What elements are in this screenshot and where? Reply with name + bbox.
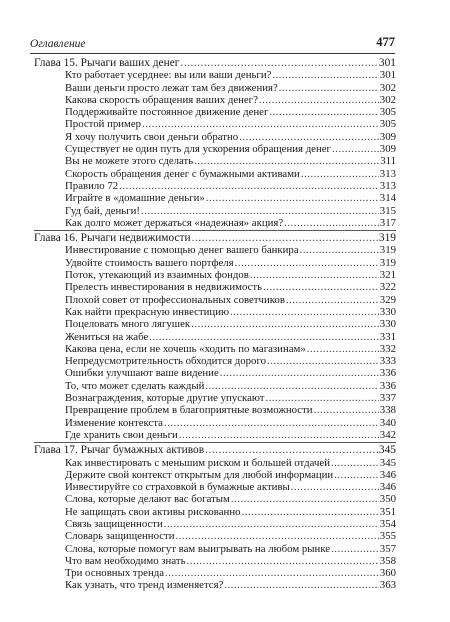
- entry-title: Словарь защищенности: [65, 530, 175, 543]
- toc-entry[interactable]: [34, 269, 396, 281]
- entry-title: Какова скорость обращения ваших денег?: [65, 93, 258, 106]
- dot-leader: [119, 180, 379, 192]
- toc-entry[interactable]: [34, 257, 396, 269]
- dot-leader: [307, 343, 379, 355]
- entry-page: 330: [379, 318, 396, 331]
- dot-leader: [179, 429, 379, 441]
- dot-leader: [180, 57, 377, 69]
- dot-leader: [284, 217, 379, 229]
- entry-title: Я хочу получить свои деньги обратно: [65, 130, 239, 143]
- entry-page: 336: [379, 379, 396, 392]
- dot-leader: [242, 506, 379, 518]
- entry-title: Как долго может держаться «надежная» акция?: [65, 216, 284, 229]
- toc-entry[interactable]: [34, 94, 396, 106]
- toc-entry[interactable]: [34, 217, 396, 229]
- table-of-contents: [34, 57, 396, 592]
- dot-leader: [279, 82, 379, 94]
- entry-title: Слова, которые делают вас богатым: [65, 493, 230, 506]
- dot-leader: [259, 94, 379, 106]
- toc-entry[interactable]: [34, 281, 396, 293]
- toc-entry[interactable]: [34, 306, 396, 318]
- entry-page: 360: [379, 567, 396, 580]
- entry-title: Удвойте стоимость вашего портфеля: [65, 256, 234, 269]
- entry-title: Поддерживайте постоянное движение денег: [65, 106, 269, 119]
- entry-title: Плохой совет от профессиональных советчиков: [65, 293, 285, 306]
- entry-page: 346: [379, 481, 396, 494]
- toc-entry[interactable]: [34, 555, 396, 567]
- dot-leader: [165, 567, 379, 579]
- dot-leader: [266, 392, 379, 404]
- entry-page: 358: [379, 554, 396, 567]
- entry-page: 332: [379, 342, 396, 355]
- toc-entry[interactable]: [34, 506, 396, 518]
- toc-entry[interactable]: [34, 69, 396, 81]
- dot-leader: [164, 518, 379, 530]
- toc-entry[interactable]: [34, 180, 396, 192]
- toc-entry[interactable]: [34, 118, 396, 130]
- dot-leader: [194, 155, 379, 167]
- entry-page: 351: [379, 505, 396, 518]
- entry-page: 305: [379, 118, 396, 131]
- entry-title: Что вам необходимо знать: [65, 554, 186, 567]
- entry-page: 337: [379, 392, 396, 405]
- dot-leader: [206, 192, 379, 204]
- entry-page: 355: [379, 530, 396, 543]
- toc-entry[interactable]: [34, 168, 396, 180]
- toc-entry[interactable]: [34, 294, 396, 306]
- entry-title: Правило 72: [65, 179, 119, 192]
- chapter-heading[interactable]: [34, 57, 396, 69]
- dot-leader: [192, 232, 378, 244]
- chapter-title: Глава 16. Рычаги недвижимости: [34, 232, 191, 245]
- entry-title: Непредусмотрительность обходится дорого: [65, 355, 266, 368]
- dot-leader: [191, 318, 379, 330]
- entry-page: 338: [379, 404, 396, 417]
- entry-page: 317: [379, 216, 396, 229]
- dot-leader: [250, 269, 379, 281]
- entry-page: 322: [379, 281, 396, 294]
- entry-title: Прелесть инвестирования в недвижимость: [65, 281, 263, 294]
- toc-entry[interactable]: [34, 567, 396, 579]
- entry-page: 342: [379, 428, 396, 441]
- entry-title: Как найти прекрасную инвестицию: [65, 305, 230, 318]
- dot-leader: [235, 257, 379, 269]
- entry-page: 315: [379, 204, 396, 217]
- toc-entry[interactable]: [34, 131, 396, 143]
- toc-entry[interactable]: [34, 493, 396, 505]
- dot-leader: [291, 481, 379, 493]
- entry-page: 319: [379, 256, 396, 269]
- toc-entry[interactable]: [34, 457, 396, 469]
- entry-title: Жениться на жабе: [65, 330, 149, 343]
- dot-leader: [231, 493, 379, 505]
- entry-page: 354: [379, 517, 396, 530]
- entry-page: 336: [379, 367, 396, 380]
- dot-leader: [314, 404, 379, 416]
- entry-page: 331: [379, 330, 396, 343]
- entry-title: Держите свой контекст открытым для любой информации: [65, 468, 334, 481]
- toc-entry[interactable]: [34, 331, 396, 343]
- dot-leader: [142, 118, 379, 130]
- toc-entry[interactable]: [34, 404, 396, 416]
- entry-page: 357: [379, 542, 396, 555]
- entry-page: 311: [380, 155, 396, 168]
- entry-title: Инвестируйте со страховкой в бумажные активы: [65, 481, 290, 494]
- chapter-page: 345: [378, 444, 396, 457]
- dot-leader: [220, 367, 379, 379]
- chapter-title: Глава 15. Рычаги ваших денег: [34, 57, 180, 69]
- dot-leader: [331, 543, 379, 555]
- entry-title: Инвестирование с помощью денег вашего банкира: [65, 244, 299, 257]
- dot-leader: [269, 106, 378, 118]
- chapter-heading[interactable]: [34, 232, 396, 244]
- toc-entry[interactable]: [34, 579, 396, 591]
- dot-leader: [332, 143, 379, 155]
- dot-leader: [331, 457, 379, 469]
- dot-leader: [141, 205, 379, 217]
- section-title: Оглавление: [30, 38, 86, 50]
- entry-title: Поток, утекающий из взаимных фондов: [65, 269, 249, 282]
- entry-title: То, что может сделать каждый: [65, 379, 205, 392]
- dot-leader: [267, 355, 379, 367]
- dot-leader: [224, 579, 378, 591]
- entry-title: Существует не один путь для ускорения обращения денег: [65, 143, 331, 156]
- toc-entry[interactable]: [34, 205, 396, 217]
- toc-entry[interactable]: [34, 244, 396, 256]
- chapter-page: 301: [378, 57, 396, 69]
- toc-entry[interactable]: [34, 343, 396, 355]
- entry-title: Не защищать свои активы рискованно: [65, 505, 241, 518]
- dot-leader: [286, 294, 379, 306]
- entry-title: Изменение контекста: [65, 416, 163, 429]
- dot-leader: [176, 530, 379, 542]
- entry-page: 345: [379, 456, 396, 469]
- entry-title: Превращение проблем в благоприятные возможности: [65, 404, 313, 417]
- dot-leader: [272, 69, 378, 81]
- entry-title: Как инвестировать с меньшим риском и большей отдачей: [65, 456, 330, 469]
- chapter-title: Глава 17. Рычаг бумажных активов: [34, 444, 205, 457]
- toc-entry[interactable]: [34, 143, 396, 155]
- entry-title: Связь защищенности: [65, 517, 163, 530]
- entry-page: 333: [379, 355, 396, 368]
- entry-page: 305: [379, 106, 396, 119]
- entry-title: Простой пример: [65, 118, 142, 131]
- toc-entry[interactable]: [34, 380, 396, 392]
- entry-page: 340: [379, 416, 396, 429]
- entry-page: 329: [379, 293, 396, 306]
- toc-entry[interactable]: [34, 417, 396, 429]
- dot-leader: [300, 244, 379, 256]
- toc-entry[interactable]: [34, 392, 396, 404]
- entry-title: Кто работает усерднее: вы или ваши деньги?: [65, 69, 272, 82]
- entry-page: 309: [379, 143, 396, 156]
- entry-title: Как узнать, что тренд изменяется?: [65, 579, 224, 592]
- dot-leader: [334, 469, 379, 481]
- entry-page: 319: [379, 244, 396, 257]
- entry-page: 313: [379, 167, 396, 180]
- toc-entry[interactable]: [34, 518, 396, 530]
- entry-page: 301: [379, 69, 396, 82]
- dot-leader: [205, 444, 378, 456]
- entry-title: Ваши деньги просто лежат там без движения?: [65, 81, 278, 94]
- dot-leader: [263, 281, 379, 293]
- toc-entry[interactable]: [34, 481, 396, 493]
- toc-entry[interactable]: [34, 82, 396, 94]
- toc-entry[interactable]: [34, 155, 396, 167]
- entry-title: Скорость обращения денег с бумажными активами: [65, 167, 300, 180]
- toc-entry[interactable]: [34, 106, 396, 118]
- entry-title: Гуд бай, деньги!: [65, 204, 140, 217]
- toc-entry[interactable]: [34, 543, 396, 555]
- entry-title: Три основных тренда: [65, 567, 165, 580]
- entry-title: Поцеловать много лягушек: [65, 318, 191, 331]
- toc-entry[interactable]: [34, 318, 396, 330]
- chapter-heading[interactable]: [34, 444, 396, 456]
- entry-title: Слова, которые помогут вам выигрывать на любом рынке: [65, 542, 331, 555]
- toc-entry[interactable]: [34, 469, 396, 481]
- entry-title: Вы не можете этого сделать: [65, 155, 194, 168]
- dot-leader: [205, 380, 378, 392]
- chapter-divider: [34, 442, 396, 443]
- entry-page: 314: [379, 192, 396, 205]
- dot-leader: [301, 168, 379, 180]
- entry-title: Играйте в «домашние деньги»: [65, 192, 205, 205]
- toc-entry[interactable]: [34, 367, 396, 379]
- chapter-divider: [34, 230, 396, 231]
- dot-leader: [187, 555, 379, 567]
- entry-title: Ошибки улучшают ваше видение: [65, 367, 219, 380]
- page-header: [30, 32, 395, 54]
- toc-entry[interactable]: [34, 530, 396, 542]
- page-number: 477: [376, 35, 395, 49]
- entry-page: 321: [379, 269, 396, 282]
- entry-title: Вознаграждения, которые другие упускают: [65, 392, 265, 405]
- entry-title: Какова цена, если не хочешь «ходить по магазинам»: [65, 342, 306, 355]
- entry-page: 309: [379, 130, 396, 143]
- dot-leader: [149, 331, 379, 343]
- entry-page: 350: [379, 493, 396, 506]
- entry-page: 330: [379, 305, 396, 318]
- entry-page: 302: [379, 81, 396, 94]
- dot-leader: [230, 306, 379, 318]
- chapter-page: 319: [378, 232, 396, 245]
- dot-leader: [164, 417, 379, 429]
- dot-leader: [239, 131, 379, 143]
- entry-page: 302: [379, 93, 396, 106]
- entry-page: 363: [379, 579, 396, 592]
- entry-title: Где хранить свои деньги: [65, 428, 178, 441]
- toc-entry[interactable]: [34, 429, 396, 441]
- toc-entry[interactable]: [34, 192, 396, 204]
- entry-page: 313: [379, 179, 396, 192]
- toc-entry[interactable]: [34, 355, 396, 367]
- entry-page: 346: [379, 468, 396, 481]
